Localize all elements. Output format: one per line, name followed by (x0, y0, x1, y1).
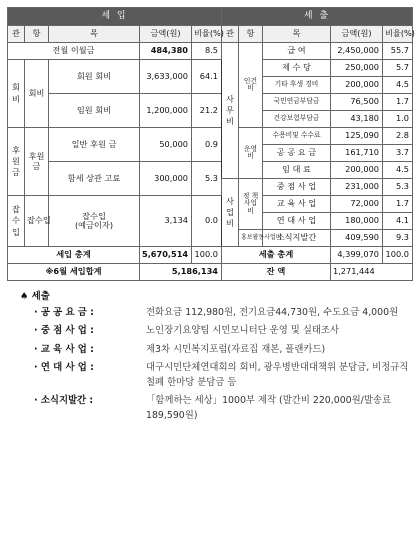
income-hang-misc: 잡수입 (25, 196, 49, 247)
income-item: 임원 회비 (49, 94, 140, 128)
income-item: 함세 상관 고료 (49, 162, 140, 196)
col-gwan: 관 (222, 26, 239, 43)
carryover-amount: 484,380 (140, 43, 192, 60)
income-amount: 50,000 (140, 128, 192, 162)
col-mok: 목 (263, 26, 331, 43)
expense-total-ratio: 100.0 (383, 247, 413, 264)
expense-amount: 231,000 (331, 179, 383, 196)
income-total-ratio: 100.0 (192, 247, 222, 264)
income-ratio: 0.0 (192, 196, 222, 247)
note-label: · 공 공 요 금 : (34, 306, 94, 318)
expense-ratio: 55.7 (383, 43, 413, 60)
note-text: 대구시민단체연대회의 회비, 광우병반대대책위 분담금, 비정규직 철폐 한마당 분담금 등 (146, 362, 409, 388)
expense-ratio: 4.1 (383, 213, 413, 230)
income-hang-donation: 후원금 (25, 128, 49, 196)
expense-item: 공 공 요 금 (263, 145, 331, 162)
note-item (20, 394, 415, 423)
note-item (20, 324, 415, 339)
expense-hang-policy: 정 책 사업비 (239, 179, 263, 230)
income-ratio: 5.3 (192, 162, 222, 196)
expense-gwan-project: 사 업 비 (222, 179, 239, 247)
expense-ratio: 3.7 (383, 145, 413, 162)
expense-hang-operation: 운영비 (239, 128, 263, 179)
income-hang-dues: 회비 (25, 60, 49, 128)
june-income-label: ※6월 세입합계 (8, 264, 140, 281)
expense-amount: 200,000 (331, 162, 383, 179)
income-item: 회원 회비 (49, 60, 140, 94)
note-label: · 교 육 사 업 : (34, 343, 94, 355)
expense-item: 국민연금부담금 (263, 94, 331, 111)
expense-total-label: 세출 총계 (222, 247, 331, 264)
note-text: 제3차 시민복지포럼(자료집 재본, 플랜카드) (146, 343, 326, 355)
expense-item: 건강보험부담금 (263, 111, 331, 128)
expense-ratio: 5.3 (383, 179, 413, 196)
expense-ratio: 2.8 (383, 128, 413, 145)
income-amount: 3,134 (140, 196, 192, 247)
income-ratio: 64.1 (192, 60, 222, 94)
expense-notes (20, 290, 415, 428)
col-amount: 금액(원) (331, 26, 383, 43)
expense-ratio: 1.7 (383, 94, 413, 111)
income-header: 세 입 (8, 8, 222, 26)
income-ratio: 21.2 (192, 94, 222, 128)
expense-item: 연 대 사 업 (263, 213, 331, 230)
expense-item: 급 여 (263, 43, 331, 60)
expense-total-amount: 4,399,070 (331, 247, 383, 264)
expense-item: 소식지발간 (263, 230, 331, 247)
col-hang: 항 (239, 26, 263, 43)
note-item (20, 306, 415, 321)
col-amount: 금액(원) (140, 26, 192, 43)
notes-heading: ♠ 세출 (20, 291, 50, 302)
balance-label: 잔 액 (222, 264, 331, 281)
expense-amount: 161,710 (331, 145, 383, 162)
income-total-label: 세입 총계 (8, 247, 140, 264)
expense-amount: 200,000 (331, 77, 383, 94)
expense-amount: 250,000 (331, 60, 383, 77)
income-amount: 3,633,000 (140, 60, 192, 94)
income-gwan-dues: 회 비 (8, 60, 25, 128)
expense-gwan-admin: 사 무 비 (222, 43, 239, 179)
income-total-amount: 5,670,514 (140, 247, 192, 264)
expense-hang-personnel: 인건비 (239, 43, 263, 128)
income-ratio: 0.9 (192, 128, 222, 162)
income-item: 일반 후원 금 (49, 128, 140, 162)
note-text: 노인장기요양팀 시민모니터단 운영 및 실태조사 (146, 325, 340, 337)
note-label: · 중 점 사 업 : (34, 325, 94, 337)
expense-ratio: 1.0 (383, 111, 413, 128)
expense-item: 중 점 사 업 (263, 179, 331, 196)
expense-amount: 76,500 (331, 94, 383, 111)
col-mok: 목 (49, 26, 140, 43)
col-gwan: 관 (8, 26, 25, 43)
expense-amount: 180,000 (331, 213, 383, 230)
income-amount: 300,000 (140, 162, 192, 196)
expense-amount: 2,450,000 (331, 43, 383, 60)
expense-item: 수용비및 수수료 (263, 128, 331, 145)
income-gwan-donation: 후 원 금 (8, 128, 25, 196)
note-label: · 소식지발간 : (34, 395, 94, 407)
expense-ratio: 4.5 (383, 77, 413, 94)
income-gwan-misc: 잡 수 입 (8, 196, 25, 247)
expense-amount: 43,180 (331, 111, 383, 128)
expense-hang-pr: 홍보활동사업비 (239, 230, 263, 247)
expense-item: 기타 후생 경비 (263, 77, 331, 94)
carryover-ratio: 8.5 (192, 43, 222, 60)
expense-ratio: 9.3 (383, 230, 413, 247)
note-text: 「함께하는 세상」1000부 제작 (발간비 220,000원/발송료 189,590원) (146, 395, 392, 422)
expense-item: 제 수 당 (263, 60, 331, 77)
expense-amount: 72,000 (331, 196, 383, 213)
note-item (20, 343, 415, 358)
note-text: 전화요금 112,980원, 전기요금44,730원, 수도요금 4,000원 (146, 306, 399, 318)
expense-item: 교 육 사 업 (263, 196, 331, 213)
note-item (20, 361, 415, 390)
expense-item: 임 대 료 (263, 162, 331, 179)
col-hang: 항 (25, 26, 49, 43)
note-label: · 연 대 사 업 : (34, 362, 94, 374)
expense-ratio: 5.7 (383, 60, 413, 77)
balance-amount: 1,271,444 (331, 264, 413, 281)
expense-amount: 409,590 (331, 230, 383, 247)
june-income-amount: 5,186,134 (140, 264, 222, 281)
income-amount: 1,200,000 (140, 94, 192, 128)
expense-ratio: 4.5 (383, 162, 413, 179)
col-ratio: 비율(%) (383, 26, 413, 43)
expense-header: 세 출 (222, 8, 413, 26)
col-ratio: 비율(%) (192, 26, 222, 43)
income-item-misc: 잡수입 (예금이자) (49, 196, 140, 247)
budget-table (7, 7, 413, 281)
expense-ratio: 1.7 (383, 196, 413, 213)
carryover-label: 전월 이월금 (8, 43, 140, 60)
expense-amount: 125,090 (331, 128, 383, 145)
